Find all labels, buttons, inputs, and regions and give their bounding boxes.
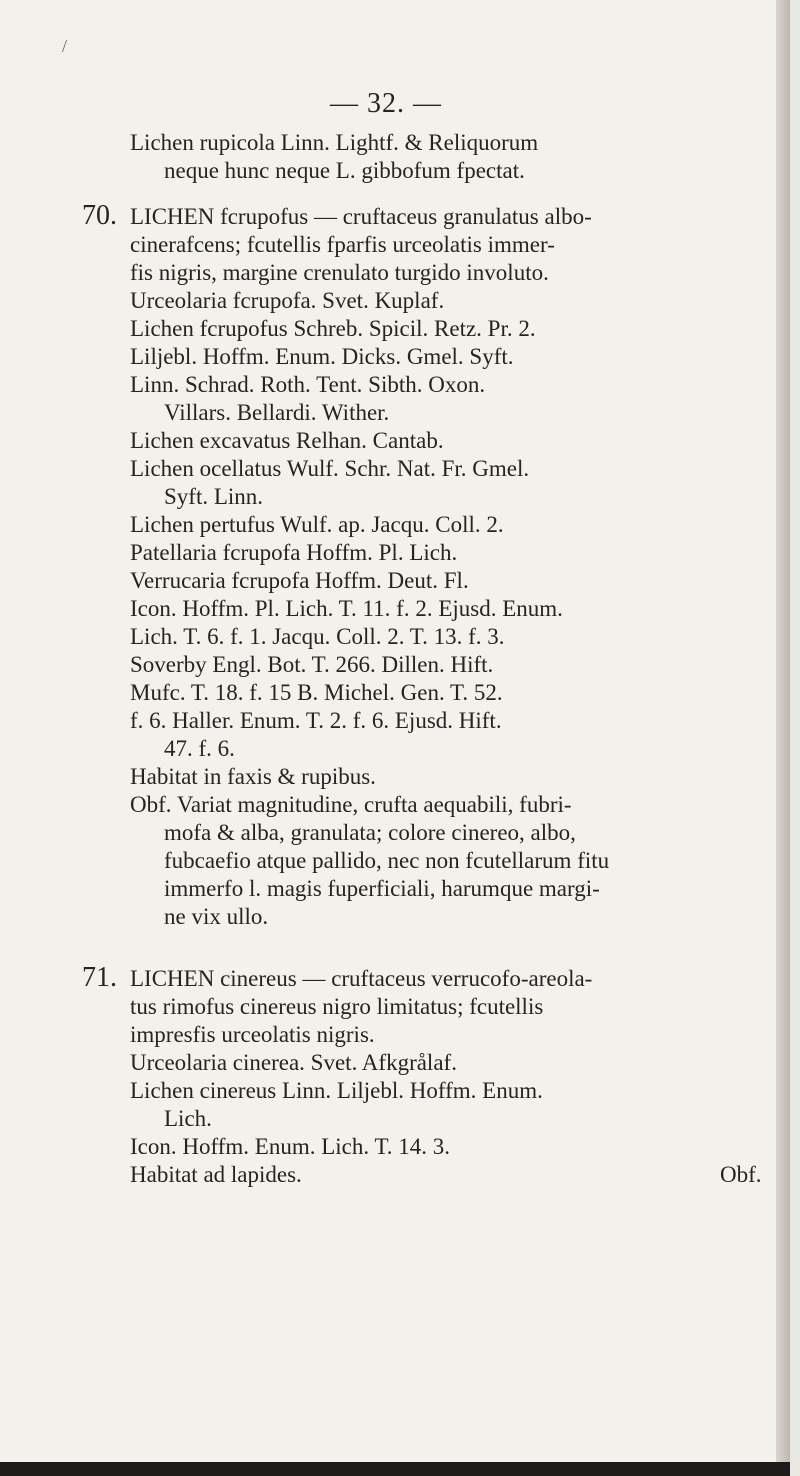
entry-71-line-7: Icon. Hoffm. Enum. Lich. T. 14. 3. — [130, 1134, 451, 1159]
entry-70-line-22: Obf. Variat magnitudine, crufta aequabili, fubri- — [130, 792, 572, 817]
entry-70-number: 70. — [82, 200, 117, 231]
entry-70-line-4: Urceolaria fcrupofa. Svet. Kuplaf. — [130, 288, 445, 313]
entry-70-line-2: cinerafcens; fcutellis fparfis urceolatis immer- — [130, 232, 555, 257]
entry-70-line-14: Verrucaria fcrupofa Hoffm. Deut. Fl. — [130, 568, 469, 593]
entry-70-line-7: Linn. Schrad. Roth. Tent. Sibth. Oxon. — [130, 372, 486, 397]
bottom-rule — [0, 1462, 790, 1476]
entry-71-line-1: LICHEN cinereus — cruftaceus verrucofo-areola- — [130, 966, 593, 991]
intro-line-2: neque hunc neque L. gibbofum fpectat. — [164, 158, 525, 183]
entry-71-line-4: Urceolaria cinerea. Svet. Afkgrålaf. — [130, 1050, 457, 1075]
entry-70-line-16: Lich. T. 6. f. 1. Jacqu. Coll. 2. T. 13. f. 3. — [130, 624, 505, 649]
entry-70-line-6: Liljebl. Hoffm. Enum. Dicks. Gmel. Syft. — [130, 344, 514, 369]
page-edge — [776, 0, 790, 1476]
stray-mark: / — [62, 36, 68, 56]
entry-70-line-19: f. 6. Haller. Enum. T. 2. f. 6. Ejusd. Hift. — [130, 708, 502, 733]
entry-70-line-12: Lichen pertufus Wulf. ap. Jacqu. Coll. 2. — [130, 512, 504, 537]
entry-70-line-9: Lichen excavatus Relhan. Cantab. — [130, 428, 444, 453]
entry-70-line-21: Habitat in faxis & rupibus. — [130, 764, 376, 789]
entry-71-line-8: Habitat ad lapides. — [130, 1162, 302, 1187]
entry-71-line-5: Lichen cinereus Linn. Liljebl. Hoffm. Enum. — [130, 1078, 543, 1103]
entry-71-line-3: impresfis urceolatis nigris. — [130, 1022, 375, 1047]
entry-70-line-23: mofa & alba, granulata; colore cinereo, albo, — [164, 820, 576, 845]
entry-71-number: 71. — [82, 962, 117, 993]
entry-70-line-15: Icon. Hoffm. Pl. Lich. T. 11. f. 2. Ejusd. Enum. — [130, 596, 563, 621]
entry-70-line-18: Mufc. T. 18. f. 15 B. Michel. Gen. T. 52. — [130, 680, 503, 705]
entry-70-line-3: fis nigris, margine crenulato turgido involuto. — [130, 260, 549, 285]
entry-70-line-11: Syft. Linn. — [164, 484, 264, 509]
entry-70-line-13: Patellaria fcrupofa Hoffm. Pl. Lich. — [130, 540, 458, 565]
entry-71-line-2: tus rimofus cinereus nigro limitatus; fcutellis — [130, 994, 544, 1019]
entry-70-line-1: LICHEN fcrupofus — cruftaceus granulatus albo- — [130, 204, 592, 229]
entry-70-line-10: Lichen ocellatus Wulf. Schr. Nat. Fr. Gmel. — [130, 456, 530, 481]
entry-70-line-26: ne vix ullo. — [164, 904, 269, 929]
entry-70-line-8: Villars. Bellardi. Wither. — [164, 400, 390, 425]
page-number: — 32. — — [330, 88, 442, 119]
entry-71-line-6: Lich. — [164, 1106, 212, 1131]
entry-71-trailing: Obf. — [720, 1162, 762, 1187]
entry-70-line-25: immerfo l. magis fuperficiali, harumque margi- — [164, 876, 600, 901]
entry-70-line-17: Soverby Engl. Bot. T. 266. Dillen. Hift. — [130, 652, 494, 677]
entry-70-line-20: 47. f. 6. — [164, 736, 235, 761]
intro-line-1: Lichen rupicola Linn. Lightf. & Reliquorum — [130, 130, 539, 155]
entry-70-line-24: fubcaefio atque pallido, nec non fcutellarum fitu — [164, 848, 610, 873]
entry-70-line-5: Lichen fcrupofus Schreb. Spicil. Retz. Pr. 2. — [130, 316, 536, 341]
